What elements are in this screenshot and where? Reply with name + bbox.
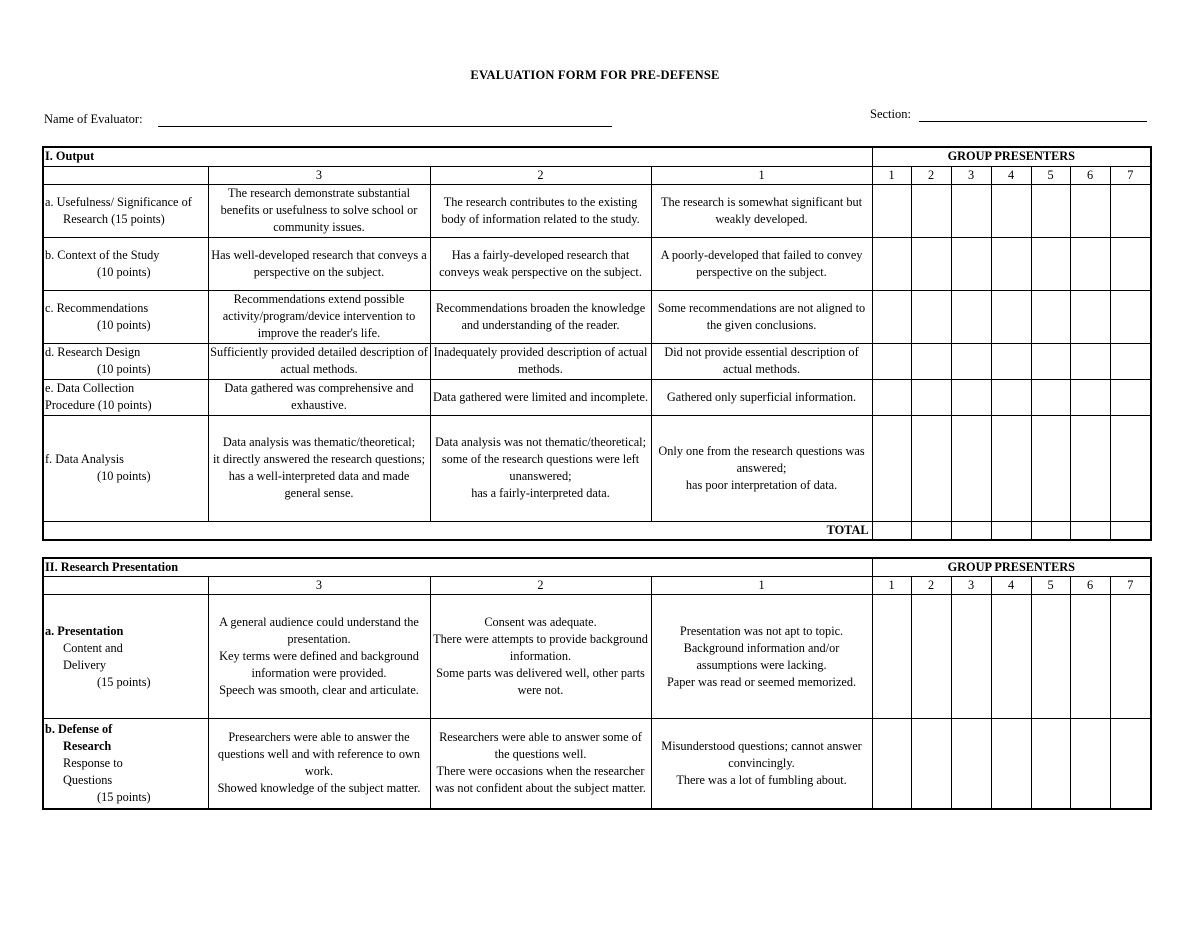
total-input-cell[interactable] [1110, 521, 1151, 540]
total-input-cell[interactable] [1070, 521, 1110, 540]
presenter-number: 6 [1070, 166, 1110, 184]
score-input-cell[interactable] [1110, 237, 1151, 290]
descriptor-score-2: Data analysis was not thematic/theoretical; some of the research questions were left unanswered; has a fairly-interpreted data. [430, 415, 651, 521]
score-header-row [43, 577, 1151, 595]
descriptor-score-1: Misunderstood questions; cannot answer convincingly. There was a lot of fumbling about. [651, 719, 872, 809]
criterion-line: f. Data Analysis [45, 452, 124, 466]
criterion-line: b. Context of the Study [45, 247, 160, 262]
descriptor-score-1: Did not provide essential description of actual methods. [651, 343, 872, 379]
score-input-cell[interactable] [1070, 290, 1110, 343]
criterion-line: (15 points) [97, 674, 151, 689]
presenter-number: 5 [1031, 577, 1070, 595]
presenter-number: 7 [1110, 577, 1151, 595]
group-presenters-header: GROUP PRESENTERS [872, 147, 1151, 166]
total-input-cell[interactable] [991, 521, 1031, 540]
criterion-header-cell [43, 166, 208, 184]
descriptor-score-2: Recommendations broaden the knowledge and understanding of the reader. [430, 290, 651, 343]
score-3-header: 3 [208, 577, 430, 595]
score-input-cell[interactable] [872, 290, 911, 343]
criterion-line: Procedure (10 points) [45, 398, 152, 412]
score-input-cell[interactable] [991, 237, 1031, 290]
presenter-number: 4 [991, 577, 1031, 595]
criterion-line: a. Usefulness/ Significance of [45, 194, 192, 209]
score-input-cell[interactable] [1110, 343, 1151, 379]
descriptor-score-3: Data gathered was comprehensive and exhaustive. [208, 379, 430, 415]
score-input-cell[interactable] [1070, 415, 1110, 521]
score-input-cell[interactable] [911, 595, 951, 719]
score-input-cell[interactable] [872, 415, 911, 521]
presenter-number: 3 [951, 577, 991, 595]
score-input-cell[interactable] [1031, 237, 1070, 290]
score-input-cell[interactable] [1070, 719, 1110, 809]
descriptor-score-1: The research is somewhat significant but weakly developed. [651, 184, 872, 237]
presenter-number: 3 [951, 166, 991, 184]
criterion-line: (15 points) [97, 789, 151, 804]
score-header-row [43, 166, 1151, 184]
criterion-line: Content and [63, 640, 123, 655]
score-input-cell[interactable] [872, 343, 911, 379]
score-input-cell[interactable] [911, 237, 951, 290]
criterion-cell [43, 415, 208, 521]
presenter-number: 6 [1070, 577, 1110, 595]
score-1-header: 1 [651, 577, 872, 595]
score-input-cell[interactable] [951, 719, 991, 809]
score-input-cell[interactable] [991, 290, 1031, 343]
descriptor-score-1: A poorly-developed that failed to convey perspective on the subject. [651, 237, 872, 290]
section-label: Section: [870, 107, 911, 121]
score-input-cell[interactable] [1070, 379, 1110, 415]
score-input-cell[interactable] [951, 343, 991, 379]
criterion-title: b. Defense of [45, 721, 113, 736]
form-title: EVALUATION FORM FOR PRE-DEFENSE [470, 68, 720, 82]
score-input-cell[interactable] [872, 184, 911, 237]
score-input-cell[interactable] [991, 379, 1031, 415]
total-input-cell[interactable] [1031, 521, 1070, 540]
rubric-row-defense [43, 719, 1151, 809]
criterion-line: Questions [63, 772, 113, 787]
score-input-cell[interactable] [1070, 184, 1110, 237]
descriptor-score-1: Gathered only superficial information. [651, 379, 872, 415]
descriptor-score-2: Inadequately provided description of actual methods. [430, 343, 651, 379]
group-presenters-header: GROUP PRESENTERS [872, 558, 1151, 577]
presenter-number: 1 [872, 577, 911, 595]
score-input-cell[interactable] [1110, 379, 1151, 415]
criterion-title: a. Presentation [45, 623, 124, 638]
criterion-line: (10 points) [97, 362, 151, 376]
presenter-number: 4 [991, 166, 1031, 184]
score-input-cell[interactable] [951, 379, 991, 415]
score-input-cell[interactable] [1110, 595, 1151, 719]
criterion-line: Response to [63, 755, 123, 770]
descriptor-score-2: The research contributes to the existing body of information related to the study. [430, 184, 651, 237]
score-input-cell[interactable] [872, 595, 911, 719]
rubric-row-research-design [43, 343, 1151, 379]
criterion-cell [43, 719, 208, 809]
evaluator-label: Name of Evaluator: [44, 112, 143, 126]
descriptor-score-3: Has well-developed research that conveys a perspective on the subject. [208, 237, 430, 290]
criterion-cell [43, 290, 208, 343]
score-input-cell[interactable] [911, 343, 951, 379]
criterion-line: c. Recommendations [45, 300, 149, 315]
rubric-row-data-analysis [43, 415, 1151, 521]
rubric-row-context [43, 237, 1151, 290]
score-input-cell[interactable] [1070, 237, 1110, 290]
score-input-cell[interactable] [991, 415, 1031, 521]
score-input-cell[interactable] [872, 719, 911, 809]
descriptor-score-3: A general audience could understand the presentation. Key terms were defined and background information were provided. Speech was smooth, clear and articulate. [208, 595, 430, 719]
descriptor-score-3: Sufficiently provided detailed description of actual methods. [208, 343, 430, 379]
presenter-number: 7 [1110, 166, 1151, 184]
criterion-title: Research [63, 738, 112, 753]
descriptor-score-2: Consent was adequate. There were attempts to provide background information. Some parts was delivered well, other parts were not. [430, 595, 651, 719]
criterion-line: d. Research Design [45, 345, 141, 359]
score-input-cell[interactable] [911, 379, 951, 415]
score-2-header: 2 [430, 577, 651, 595]
output-heading: I. Output [43, 147, 872, 166]
presenter-number: 2 [911, 577, 951, 595]
score-input-cell[interactable] [991, 595, 1031, 719]
criterion-line: Delivery [63, 657, 107, 672]
descriptor-score-1: Presentation was not apt to topic. Background information and/or assumptions were lacking. Paper was read or seemed memorized. [651, 595, 872, 719]
descriptor-score-1: Only one from the research questions was answered; has poor interpretation of data. [651, 415, 872, 521]
descriptor-score-3: Presearchers were able to answer the questions well and with reference to own work. Showed knowledge of the subject matter. [208, 719, 430, 809]
criterion-line: e. Data Collection [45, 381, 135, 395]
score-input-cell[interactable] [951, 290, 991, 343]
criterion-line: (10 points) [97, 264, 151, 279]
score-input-cell[interactable] [1031, 379, 1070, 415]
score-input-cell[interactable] [951, 415, 991, 521]
descriptor-score-2: Has a fairly-developed research that conveys weak perspective on the subject. [430, 237, 651, 290]
rubric-row-usefulness [43, 184, 1151, 237]
section-line[interactable] [919, 121, 1147, 122]
score-input-cell[interactable] [1031, 184, 1070, 237]
score-input-cell[interactable] [872, 379, 911, 415]
score-input-cell[interactable] [911, 415, 951, 521]
rubric-row-presentation [43, 595, 1151, 719]
descriptor-score-3: Data analysis was thematic/theoretical; it directly answered the research questions; has a well-interpreted data and made general sense. [208, 415, 430, 521]
criterion-cell [43, 184, 208, 237]
descriptor-score-2: Researchers were able to answer some of the questions well. There were occasions when the researcher was not confident about the subject matter. [430, 719, 651, 809]
score-input-cell[interactable] [1110, 290, 1151, 343]
criterion-cell [43, 379, 208, 415]
score-input-cell[interactable] [872, 237, 911, 290]
descriptor-score-2: Data gathered were limited and incomplete. [430, 379, 651, 415]
score-2-header: 2 [430, 166, 651, 184]
total-input-cell[interactable] [951, 521, 991, 540]
presenter-number: 1 [872, 166, 911, 184]
score-input-cell[interactable] [911, 290, 951, 343]
score-input-cell[interactable] [1070, 343, 1110, 379]
descriptor-score-3: Recommendations extend possible activity/program/device intervention to improve the reader's life. [208, 290, 430, 343]
score-input-cell[interactable] [911, 719, 951, 809]
score-input-cell[interactable] [1031, 290, 1070, 343]
score-input-cell[interactable] [1070, 595, 1110, 719]
score-input-cell[interactable] [991, 719, 1031, 809]
total-input-cell[interactable] [911, 521, 951, 540]
presenter-number: 5 [1031, 166, 1070, 184]
output-rubric-table [42, 146, 1152, 541]
evaluator-line[interactable] [158, 126, 612, 127]
total-label: TOTAL [43, 521, 872, 540]
total-row [43, 521, 1151, 540]
rubric-row-data-collection [43, 379, 1151, 415]
criterion-line: (10 points) [97, 317, 151, 332]
evaluator-name-field[interactable] [44, 112, 143, 127]
criterion-cell [43, 595, 208, 719]
rubric-row-recommendations [43, 290, 1151, 343]
score-input-cell[interactable] [991, 184, 1031, 237]
score-input-cell[interactable] [1110, 415, 1151, 521]
criterion-line: Research (15 points) [63, 211, 165, 226]
score-input-cell[interactable] [1110, 184, 1151, 237]
presentation-rubric-table [42, 557, 1152, 810]
score-input-cell[interactable] [1031, 343, 1070, 379]
criterion-line: (10 points) [97, 469, 151, 483]
descriptor-score-1: Some recommendations are not aligned to the given conclusions. [651, 290, 872, 343]
score-input-cell[interactable] [1031, 719, 1070, 809]
score-input-cell[interactable] [1031, 595, 1070, 719]
criterion-cell [43, 237, 208, 290]
total-input-cell[interactable] [872, 521, 911, 540]
score-input-cell[interactable] [951, 595, 991, 719]
section-field[interactable] [870, 107, 911, 122]
presentation-heading: II. Research Presentation [43, 558, 872, 577]
criterion-header-cell [43, 577, 208, 595]
descriptor-score-3: The research demonstrate substantial benefits or usefulness to solve school or community issues. [208, 184, 430, 237]
presenter-number: 2 [911, 166, 951, 184]
score-input-cell[interactable] [991, 343, 1031, 379]
score-input-cell[interactable] [1031, 415, 1070, 521]
score-input-cell[interactable] [1110, 719, 1151, 809]
score-1-header: 1 [651, 166, 872, 184]
score-input-cell[interactable] [911, 184, 951, 237]
score-3-header: 3 [208, 166, 430, 184]
score-input-cell[interactable] [951, 237, 991, 290]
criterion-cell [43, 343, 208, 379]
score-input-cell[interactable] [951, 184, 991, 237]
